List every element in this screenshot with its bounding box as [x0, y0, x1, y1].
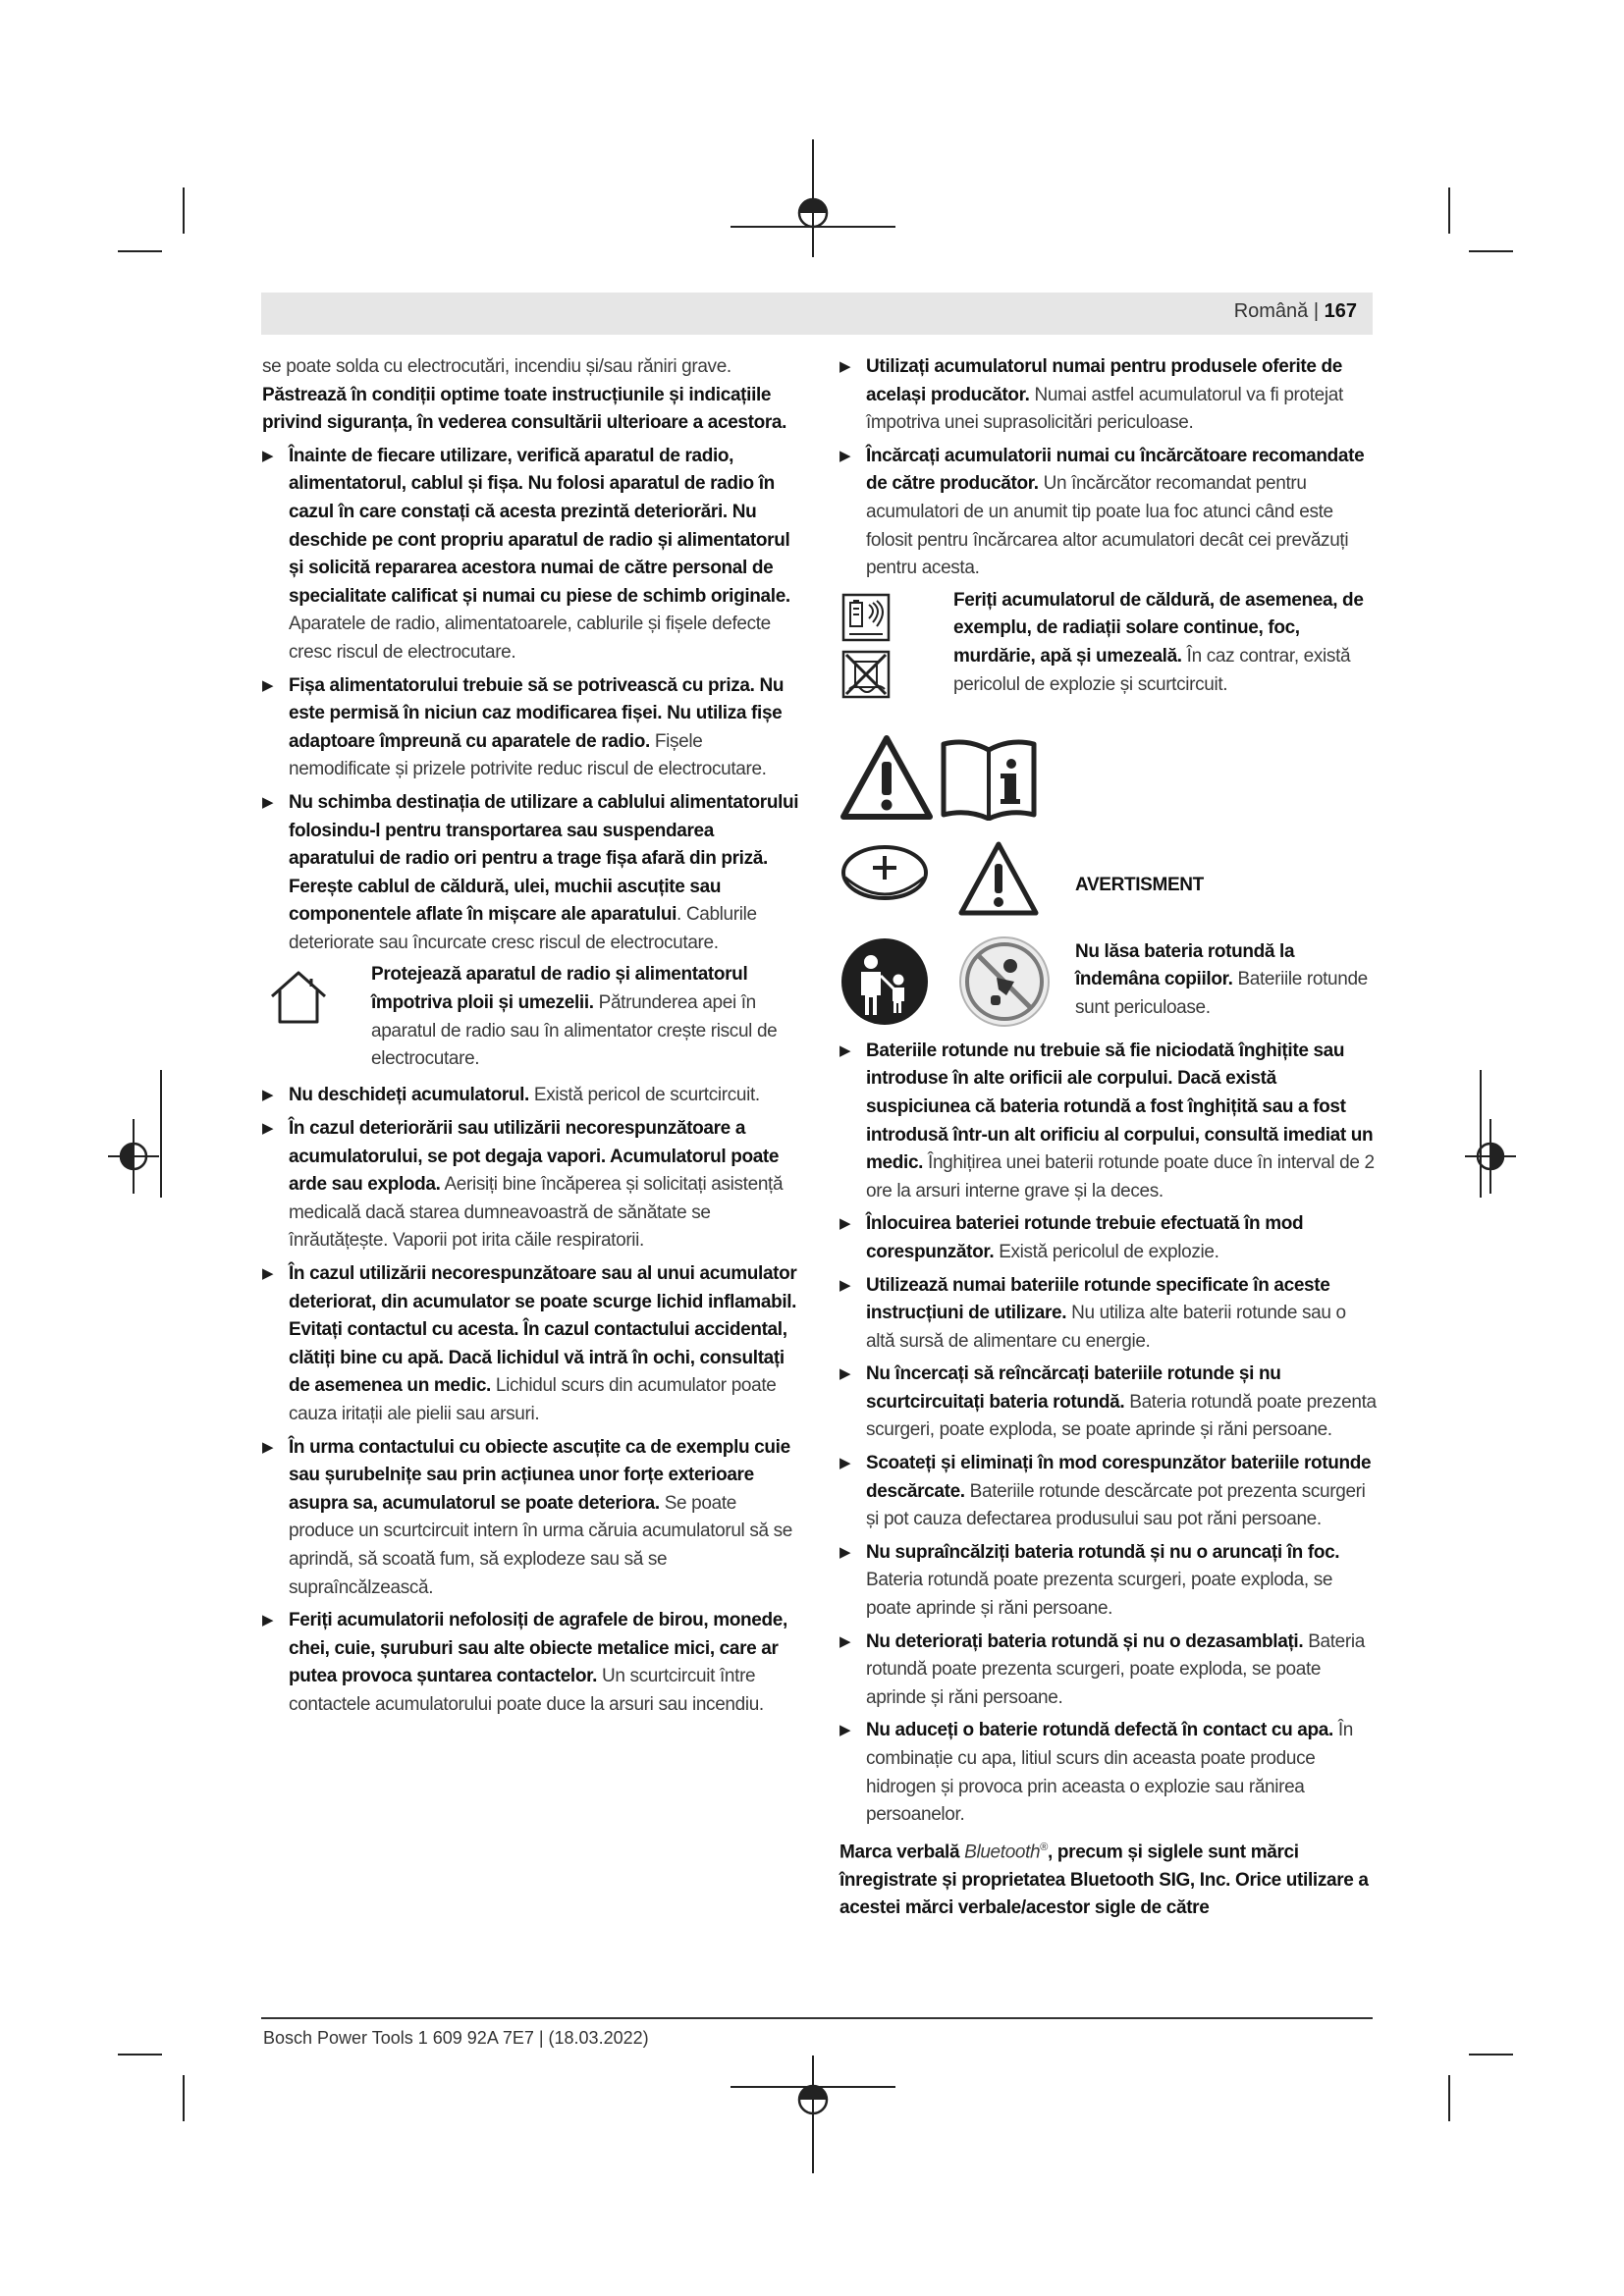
bullet-item: ▶ Nu schimba destinația de utilizare a cablului alimentatorului folosindu-l pentru transportarea sau suspendarea aparatului de radio ori pentru a trage fișa afară din priză. Ferește cablul de căldură, ulei, muchii ascuțite sau componentele aflate în mișcare ale aparatului. Cablurile deteriorate sau încurcate cresc riscul de electrocutare.	[262, 789, 804, 958]
bullet-triangle-icon: ▶	[262, 1438, 274, 1456]
warning-triangle-icon	[957, 840, 1040, 919]
bullet-item: ▶ Utilizați acumulatorul numai pentru produsele oferite de același producător. Numai astfel acumulatorul va fi protejat împotriva unei suprasolicitări periculoase.	[839, 353, 1378, 438]
keep-instructions-paragraph: Păstrează în condiții optime toate instrucțiunile și indicațiile privind siguranța, în vederea consultării ulterioare a acestora.	[262, 384, 787, 434]
heat-warning-text: Feriți acumulatorul de căldură, de asemenea, de exemplu, de radiații solare continue, foc, murdărie, apă și umezeală. În caz contrar, există pericolul de explozie și scurtcircuit.	[953, 589, 1364, 695]
left-column	[262, 353, 804, 1720]
footer-rule	[261, 2017, 1373, 2019]
registration-mark-top	[729, 137, 897, 259]
crop-mark	[1448, 2075, 1450, 2121]
warning-label: AVERTISMENT	[1075, 874, 1204, 895]
bullet-item: ▶ În cazul deteriorării sau utilizării necorespunzătoare a acumulatorului, se pot degaja vapori. Acumulatorul poate arde sau exploda. Aerisiți bine încăperea și solicitați asistență medicală dacă starea dumneavoastră de sănătate se înrăutățește. Vaporii pot irita căile respiratorii.	[262, 1115, 804, 1255]
bullet-triangle-icon: ▶	[839, 447, 851, 464]
bullet-item: ▶ Fișa alimentatorului trebuie să se potrivească cu priza. Nu este permisă în niciun caz modificarea fișei. Nu utiliza fișe adaptoare împreună cu aparatele de radio. Fișele nemodificate și prizele potrivite reduc riscul de electrocutare.	[262, 672, 804, 784]
house-outline-icon	[268, 969, 329, 1026]
bullet-triangle-icon: ▶	[839, 1365, 851, 1383]
crop-mark	[183, 187, 185, 234]
bullet-item: ▶ Încărcați acumulatorii numai cu încărcătoare recomandate de către producător. Un încărcător recomandat pentru acumulatori de un anumit tip poate lua foc atunci când este folosit pentru încărcarea altor acumulatori decât cei prevăzuți pentru acesta.	[839, 443, 1378, 583]
bullet-triangle-icon: ▶	[262, 1087, 274, 1104]
crop-mark	[1469, 250, 1513, 252]
crossed-out-water-battery-icon	[841, 650, 891, 699]
bluetooth-word: Bluetooth	[964, 1842, 1041, 1863]
right-column	[839, 353, 1378, 1923]
header-language: Română	[1233, 300, 1309, 322]
bullet-triangle-icon: ▶	[839, 1632, 851, 1650]
crop-mark	[118, 250, 162, 252]
bullet-item: ▶ Nu aduceți o baterie rotundă defectă în contact cu apa. În combinație cu apa, litiul scurs din aceasta poate produce hidrogen și provoca prin aceasta o explozie sau rănirea persoanelor.	[839, 1717, 1378, 1829]
heat-warning-block	[839, 587, 1378, 722]
bullet-item: ▶ Bateriile rotunde nu trebuie să fie niciodată înghițite sau introduse în alte orificii ale corpului. Dacă există suspiciunea că bateria rotundă a fost înghițită sau a fost introdusă într-un alt orificiu al corpului, consultă imediat un medic. Înghițirea unei baterii rotunde poate duce în interval de 2 ore la arsuri interne grave și la deces.	[839, 1038, 1378, 1206]
bullet-item: ▶ Înainte de fiecare utilizare, verifică aparatul de radio, alimentatorul, cablul și fișa. Nu folosi aparatul de radio în cazul în care constați că acesta prezintă deteriorări. Nu deschide pe cont propriu aparatul de radio și alimentatorul și solicită repararea acestora numai de către personal de specialitate calificat și numai cu piese de schimb originale. Aparatele de radio, alimentatoarele, cablurile și fișele defecte cresc riscul de electrocutare.	[262, 443, 804, 667]
header-text	[1234, 300, 1357, 323]
registration-mark-left	[108, 1119, 159, 1194]
bullet-triangle-icon: ▶	[839, 1722, 851, 1739]
crop-mark	[118, 2054, 162, 2056]
symbols-block	[839, 726, 1378, 1033]
bullet-item: ▶ Nu deteriorați bateria rotundă și nu o dezasamblați. Bateria rotundă poate prezenta scurgeri, poate exploda, se poate aprinde și răni persoane.	[839, 1629, 1378, 1713]
registration-mark-bottom	[729, 2054, 897, 2175]
bullet-triangle-icon: ▶	[839, 358, 851, 375]
bullet-item: ▶ Înlocuirea bateriei rotunde trebuie efectuată în mod corespunzător. Există pericolul de explozie.	[839, 1210, 1378, 1266]
bullet-triangle-icon: ▶	[262, 793, 274, 811]
bullet-triangle-icon: ▶	[839, 1543, 851, 1561]
crop-mark	[1448, 187, 1450, 234]
page-footer: Bosch Power Tools 1 609 92A 7E7 | (18.03.2022)	[263, 2028, 649, 2048]
bullet-item: ▶ Utilizează numai bateriile rotunde specificate în aceste instrucțiuni de utilizare. Nu utiliza alte baterii rotunde sau o altă sursă de alimentare cu energie.	[839, 1272, 1378, 1357]
read-manual-book-icon	[940, 736, 1038, 821]
bullet-item: ▶ Scoateți și eliminați în mod corespunzător bateriile rotunde descărcate. Bateriile rotunde descărcate pot prezenta scurgeri și pot cauza defectarea produsului sau pot răni persoane.	[839, 1450, 1378, 1534]
house-warning-block	[262, 961, 804, 1077]
bullet-triangle-icon: ▶	[839, 1215, 851, 1233]
page-number: 167	[1324, 300, 1357, 322]
do-not-swallow-icon	[957, 934, 1052, 1029]
house-warning-text: Protejează aparatul de radio și alimentatorul împotriva ploii și umezelii. Pătrunderea apei în aparatul de radio sau în alimentator crește riscul de electrocutare.	[371, 964, 778, 1070]
bullet-item: ▶ Nu încercați să reîncărcați bateriile rotunde și nu scurtcircuitați bateria rotundă. Bateria rotundă poate prezenta scurgeri, poate exploda, se poate aprinde și răni persoane.	[839, 1361, 1378, 1445]
coin-cell-battery-icon	[839, 842, 930, 903]
registration-mark-right	[1465, 1119, 1516, 1194]
crop-mark	[183, 2075, 185, 2121]
continued-text: se poate solda cu electrocutări, incendiu și/sau răniri grave.	[262, 356, 731, 377]
bullet-item: ▶ Nu supraîncălziți bateria rotundă și nu o aruncați în foc. Bateria rotundă poate prezenta scurgeri, poate exploda, se poate aprinde și răni persoane.	[839, 1539, 1378, 1624]
crop-mark	[1469, 2054, 1513, 2056]
warning-triangle-icon	[839, 734, 934, 823]
bullet-triangle-icon: ▶	[262, 1265, 274, 1283]
bullet-triangle-icon: ▶	[262, 1120, 274, 1138]
sun-heat-battery-icon	[841, 593, 891, 642]
bullet-item: ▶ În urma contactului cu obiecte ascuțite ca de exemplu cuie sau șurubelnițe sau prin acțiunea unor forțe exterioare asupra sa, acumulatorul se poate deteriora. Se poate produce un scurtcircuit intern în urma căruia acumulatorul să se aprindă, să scoată fum, să explodeze sau să se supraîncălzească.	[262, 1434, 804, 1603]
trademark-paragraph: Marca verbală Bluetooth®, precum și siglele sunt mărci înregistrate și proprietatea Bluetooth SIG, Inc. Orice utilizare a acestei mărci verbale/acestor sigle de către	[839, 1841, 1369, 1919]
keep-away-from-children-text: Nu lăsa bateria rotundă la îndemâna copiilor. Bateriile rotunde sunt periculoase.	[1075, 940, 1368, 1018]
bullet-triangle-icon: ▶	[262, 447, 274, 464]
bullet-triangle-icon: ▶	[839, 1041, 851, 1059]
bullet-triangle-icon: ▶	[839, 1276, 851, 1294]
bullet-triangle-icon: ▶	[262, 676, 274, 694]
page-header	[261, 293, 1373, 335]
bullet-item: ▶ Nu deschideți acumulatorul. Există pericol de scurtcircuit.	[262, 1082, 804, 1110]
crop-mark	[160, 1070, 162, 1198]
bullet-triangle-icon: ▶	[262, 1612, 274, 1629]
header-separator: |	[1313, 300, 1320, 322]
keep-away-from-children-icon	[839, 936, 930, 1027]
bullet-item: ▶ Feriți acumulatorii nefolosiți de agrafele de birou, monede, chei, cuie, șuruburi sau alte obiecte metalice mici, care ar putea provoca șuntarea contactelor. Un scurtcircuit între contactele acumulatorului poate duce la arsuri sau incendiu.	[262, 1607, 804, 1719]
bullet-item: ▶ În cazul utilizării necorespunzătoare sau al unui acumulator deteriorat, din acumulator se poate scurge lichid inflamabil. Evitați contactul cu acesta. În cazul contactului accidental, clătiți bine cu apă. Dacă lichidul vă intră în ochi, consultați de asemenea un medic. Lichidul scurs din acumulator poate cauza iritații ale pielii sau arsuri.	[262, 1260, 804, 1429]
bullet-triangle-icon: ▶	[839, 1455, 851, 1472]
